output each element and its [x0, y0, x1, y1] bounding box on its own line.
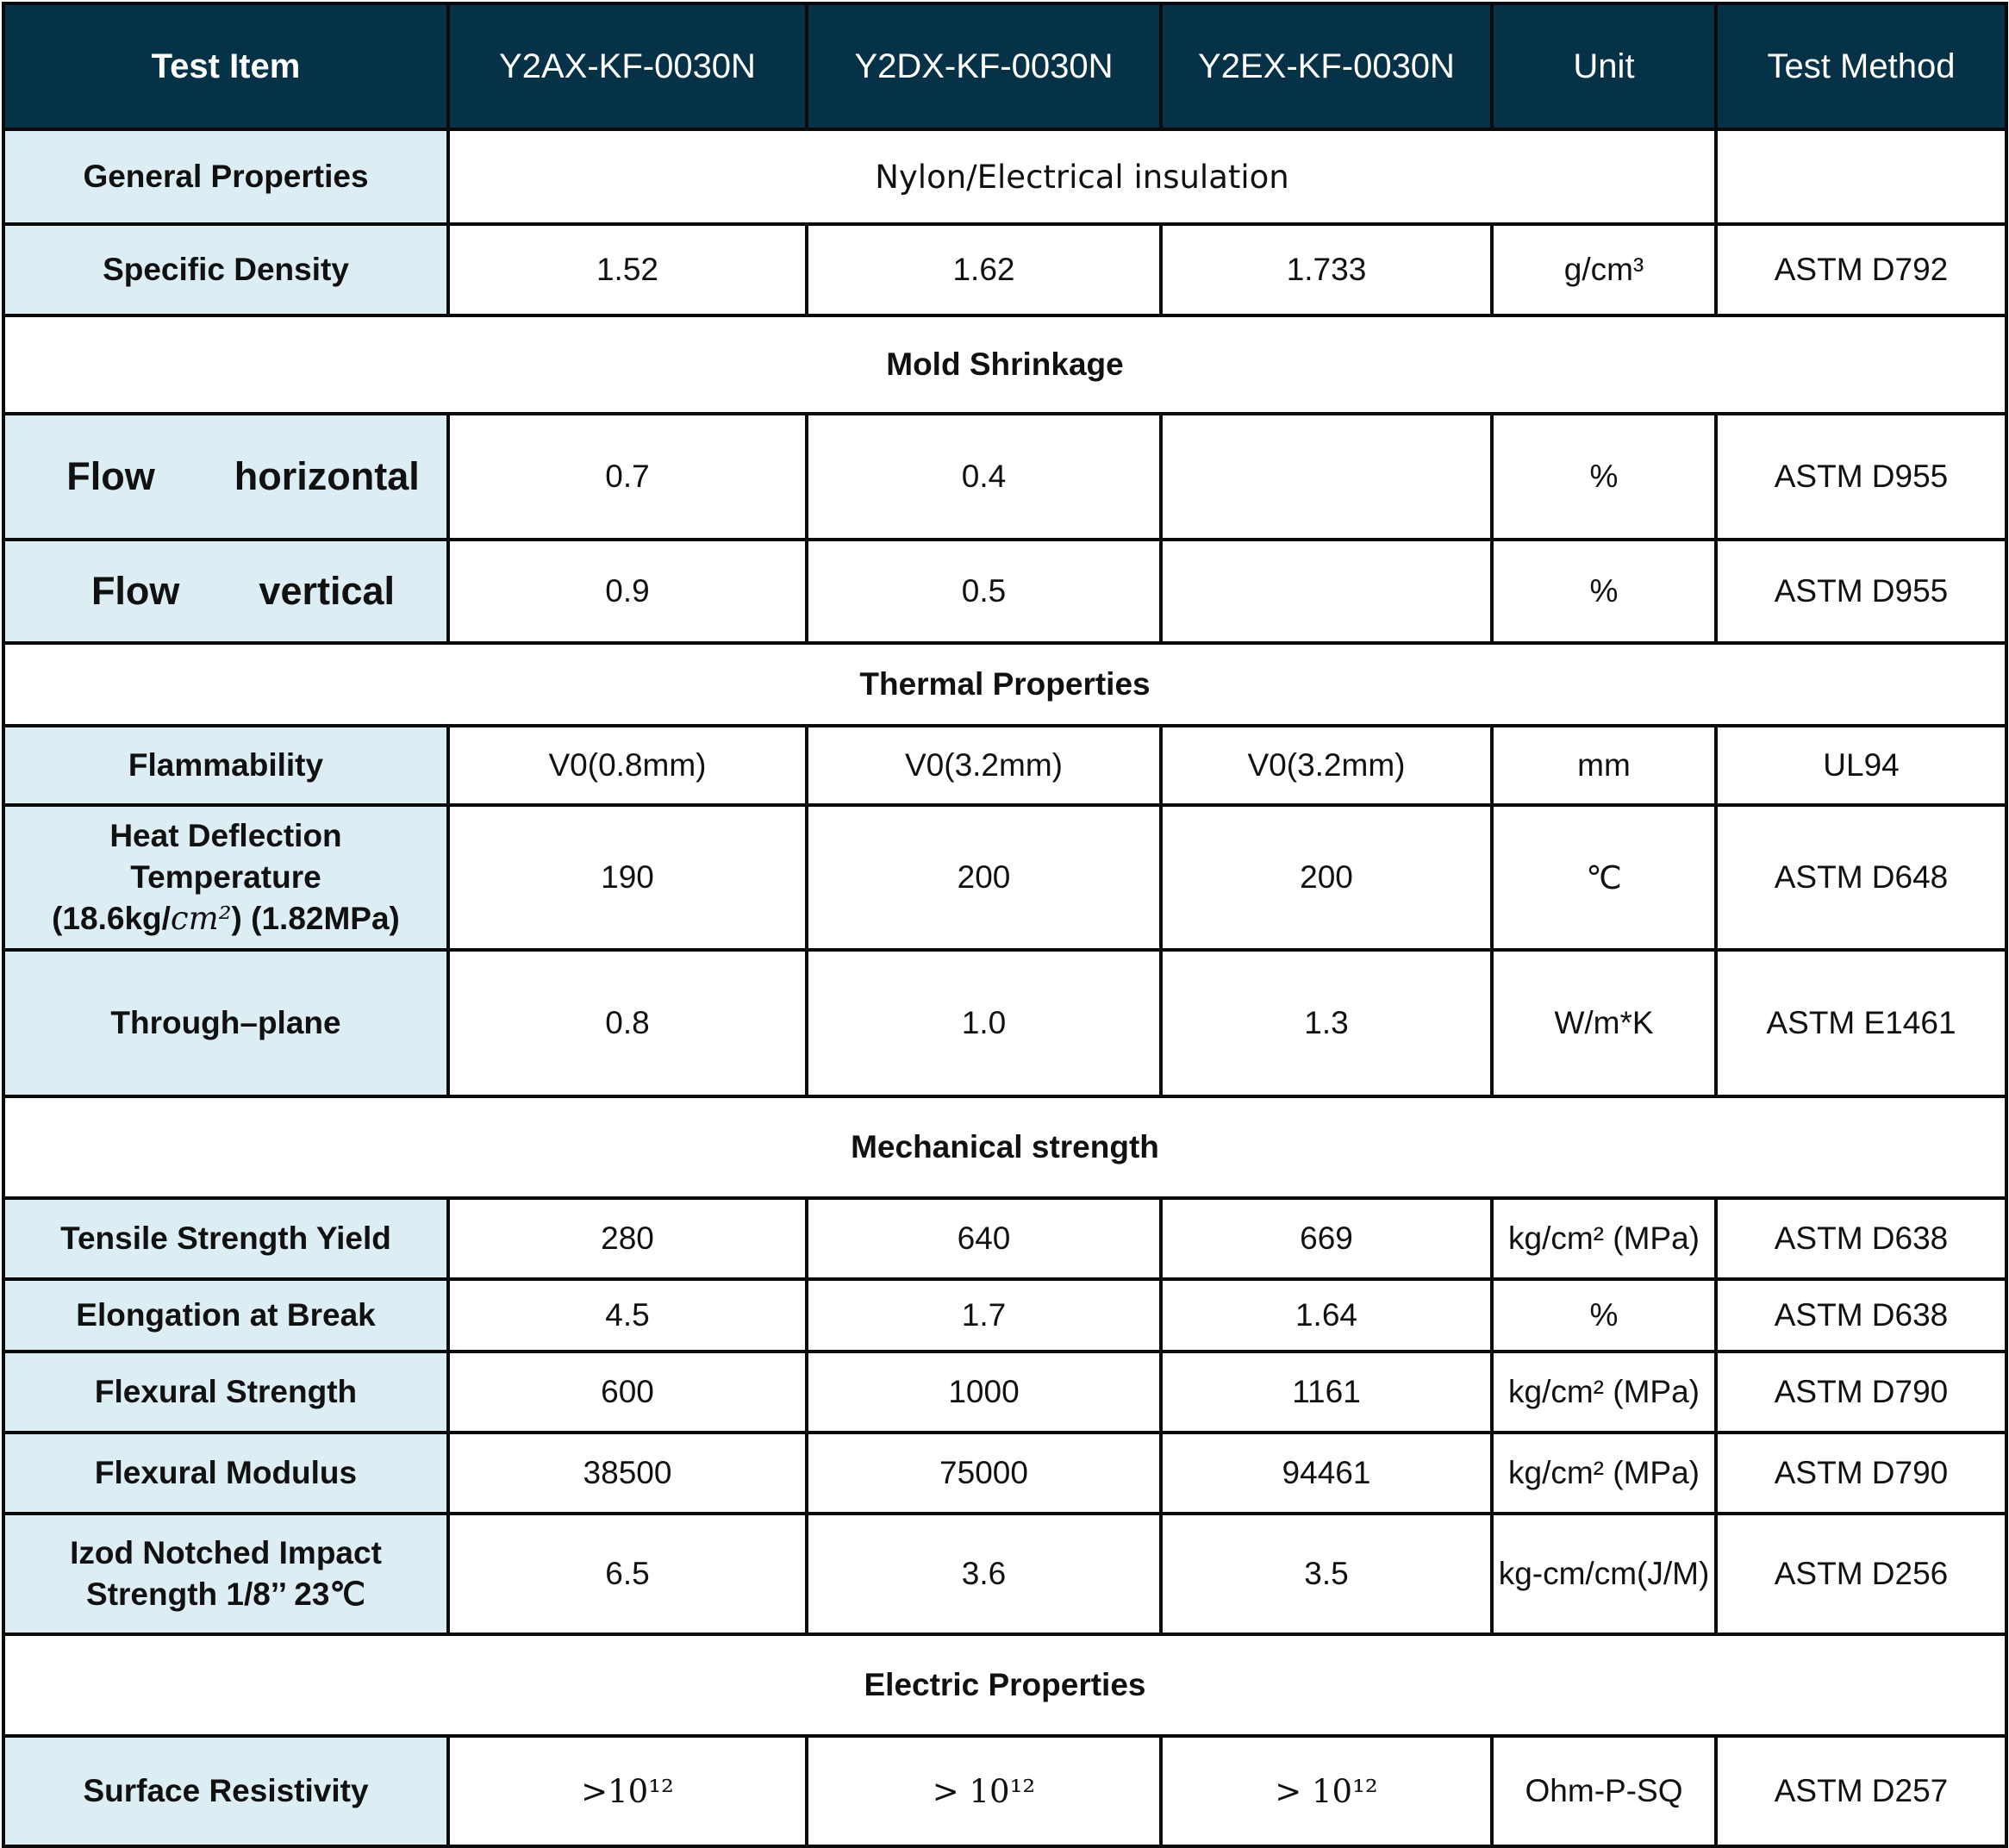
cell-value: 1.0 [807, 950, 1161, 1096]
flow-horizontal-label [3, 414, 448, 540]
cell-value: 4.5 [448, 1279, 807, 1352]
label-part: (18.6kg/ [52, 901, 171, 937]
cell-value [1161, 540, 1492, 643]
cell-value: 1.52 [448, 224, 807, 315]
cell-value: 190 [448, 805, 807, 950]
cell-method: ASTM D648 [1716, 805, 2006, 950]
cell-value: 0.9 [448, 540, 807, 643]
cell-value: > 10¹² [1161, 1736, 1492, 1846]
cell-value: 0.4 [807, 414, 1161, 540]
izod-impact-label [3, 1514, 448, 1634]
cell-value: 0.5 [807, 540, 1161, 643]
cell-value: 94461 [1161, 1433, 1492, 1514]
header-row [3, 3, 2006, 129]
cell-value: 1.3 [1161, 950, 1492, 1096]
table-row [3, 540, 2006, 643]
cell-value: 669 [1161, 1198, 1492, 1279]
cell-value: 3.5 [1161, 1514, 1492, 1634]
horizontal-label: horizontal [234, 453, 420, 498]
cell-method: ASTM D790 [1716, 1433, 2006, 1514]
header-test-method: Test Method [1716, 3, 2006, 129]
specific-density-label: Specific Density [3, 224, 448, 315]
header-y2dx: Y2DX-KF-0030N [807, 3, 1161, 129]
surface-resistivity-label: Surface Resistivity [3, 1736, 448, 1846]
cell-unit: % [1492, 1279, 1716, 1352]
cell-unit: W/m*K [1492, 950, 1716, 1096]
cell-value: 0.8 [448, 950, 807, 1096]
cell-value: 1.733 [1161, 224, 1492, 315]
section-row [3, 1096, 2006, 1198]
cell-method: ASTM D955 [1716, 540, 2006, 643]
table-row [3, 129, 2006, 224]
cell-method: UL94 [1716, 726, 2006, 805]
elongation-label: Elongation at Break [3, 1279, 448, 1352]
table-row [3, 1279, 2006, 1352]
table-row [3, 950, 2006, 1096]
tensile-strength-label: Tensile Strength Yield [3, 1198, 448, 1279]
table-row [3, 1352, 2006, 1433]
label-line [5, 898, 446, 940]
general-properties-label: General Properties [3, 129, 448, 224]
cell-value: 1.7 [807, 1279, 1161, 1352]
flow-label: Flow [66, 453, 155, 498]
header-test-item: Test Item [3, 3, 448, 129]
spec-table [2, 2, 2008, 1848]
cell-value: 280 [448, 1198, 807, 1279]
cell-unit: g/cm³ [1492, 224, 1716, 315]
cell-value: > 10¹² [807, 1736, 1161, 1846]
cell-value: V0(3.2mm) [807, 726, 1161, 805]
general-properties-value: Nylon/Electrical insulation [448, 129, 1716, 224]
cell-unit: mm [1492, 726, 1716, 805]
heat-deflection-label [3, 805, 448, 950]
cell-value [1161, 414, 1492, 540]
flammability-label: Flammability [3, 726, 448, 805]
cell-value: 640 [807, 1198, 1161, 1279]
cell-value: 200 [1161, 805, 1492, 950]
flexural-modulus-label: Flexural Modulus [3, 1433, 448, 1514]
cell-unit: kg/cm² (MPa) [1492, 1352, 1716, 1433]
label-math: cm² [170, 900, 232, 938]
cell-value: >10¹² [448, 1736, 807, 1846]
cell-value: 1000 [807, 1352, 1161, 1433]
cell-value: 0.7 [448, 414, 807, 540]
cell-unit: kg-cm/cm(J/M) [1492, 1514, 1716, 1634]
cell-value: 75000 [807, 1433, 1161, 1514]
vertical-label: vertical [259, 568, 396, 613]
cell-method: ASTM D638 [1716, 1279, 2006, 1352]
cell-value: 38500 [448, 1433, 807, 1514]
cell-method: ASTM D638 [1716, 1198, 2006, 1279]
section-row [3, 1634, 2006, 1736]
label-line: Izod Notched Impact [70, 1534, 382, 1570]
label-line: Strength 1/8’’ 23℃ [86, 1576, 365, 1612]
cell-unit: % [1492, 414, 1716, 540]
table-row [3, 1433, 2006, 1514]
cell-value: V0(3.2mm) [1161, 726, 1492, 805]
label-line: Heat Deflection [109, 817, 342, 853]
section-thermal-properties: Thermal Properties [3, 643, 2006, 726]
section-mechanical-strength: Mechanical strength [3, 1096, 2006, 1198]
table-row [3, 224, 2006, 315]
table-row [3, 414, 2006, 540]
cell-unit: kg/cm² (MPa) [1492, 1198, 1716, 1279]
section-row [3, 315, 2006, 414]
label-part: ) (1.82MPa) [231, 901, 400, 937]
flow-vertical-label [3, 540, 448, 643]
table-row [3, 1198, 2006, 1279]
through-plane-label: Through–plane [3, 950, 448, 1096]
cell-value: 1161 [1161, 1352, 1492, 1433]
header-y2ax: Y2AX-KF-0030N [448, 3, 807, 129]
section-mold-shrinkage: Mold Shrinkage [3, 315, 2006, 414]
cell-value: 600 [448, 1352, 807, 1433]
header-y2ex: Y2EX-KF-0030N [1161, 3, 1492, 129]
section-row [3, 643, 2006, 726]
cell-method: ASTM E1461 [1716, 950, 2006, 1096]
cell-unit: ℃ [1492, 805, 1716, 950]
general-properties-method [1716, 129, 2006, 224]
cell-method: ASTM D256 [1716, 1514, 2006, 1634]
cell-unit: Ohm-P-SQ [1492, 1736, 1716, 1846]
cell-value: 200 [807, 805, 1161, 950]
flow-label: Flow [90, 568, 180, 613]
cell-method: ASTM D257 [1716, 1736, 2006, 1846]
cell-unit: % [1492, 540, 1716, 643]
cell-method: ASTM D790 [1716, 1352, 2006, 1433]
header-unit: Unit [1492, 3, 1716, 129]
cell-unit: kg/cm² (MPa) [1492, 1433, 1716, 1514]
label-line: Temperature [130, 858, 321, 895]
cell-value: 3.6 [807, 1514, 1161, 1634]
cell-value: 1.64 [1161, 1279, 1492, 1352]
table-row [3, 805, 2006, 950]
cell-method: ASTM D955 [1716, 414, 2006, 540]
flexural-strength-label: Flexural Strength [3, 1352, 448, 1433]
cell-value: 1.62 [807, 224, 1161, 315]
cell-value: 6.5 [448, 1514, 807, 1634]
cell-method: ASTM D792 [1716, 224, 2006, 315]
table-row [3, 1514, 2006, 1634]
table-row [3, 726, 2006, 805]
table-row [3, 1736, 2006, 1846]
cell-value: V0(0.8mm) [448, 726, 807, 805]
section-electric-properties: Electric Properties [3, 1634, 2006, 1736]
